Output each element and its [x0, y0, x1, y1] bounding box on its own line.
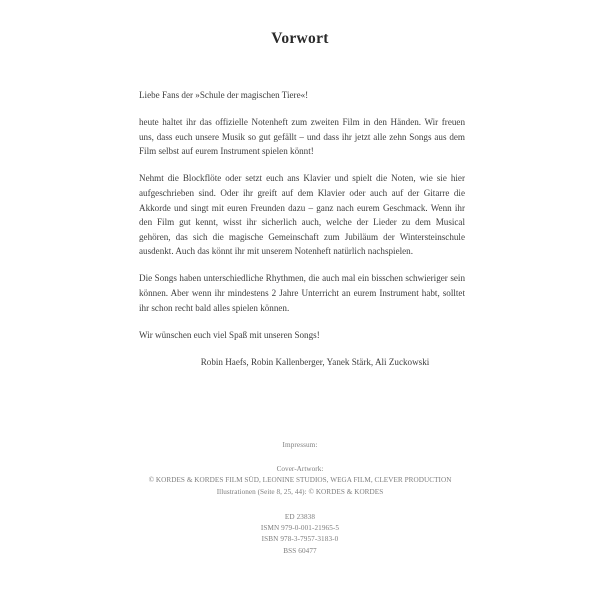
signature-authors: Robin Haefs, Robin Kallenberger, Yanek Stärk, Ali Zuckowski: [200, 357, 430, 368]
imprint-code-ismn: ISMN 979-0-001-21965-5: [260, 524, 340, 533]
imprint-credit-line-3: Illustrationen (Seite 8, 25, 44): © KORDES & KORDES: [216, 487, 384, 496]
closing-line: Wir wünschen euch viel Spaß mit unseren Songs!: [139, 329, 320, 340]
salutation-line: Liebe Fans der »Schule der magischen Tiere«!: [139, 90, 309, 100]
paragraph-1: heute haltet ihr das offizielle Notenheft zum zweiten Film in den Händen. Wir freuen uns, dass euch unsere Musik so gut gefällt – und dass ihr jetzt alle zehn Songs aus dem Film selbst auf eurem Instrument spielen könnt!: [139, 117, 465, 157]
imprint-heading: Impressum:: [282, 441, 318, 449]
imprint-code-ed: ED 23838: [284, 512, 316, 521]
imprint-spacer-1: [0, 451, 600, 464]
imprint-credit-line-1: Cover-Artwork:: [276, 465, 324, 473]
paragraph-3: Die Songs haben unterschiedliche Rhythmen, die auch mal ein bisschen schwieriger sein können. Aber wenn ihr mindestens 2 Jahre Unterricht an eurem Instrument habt, solltet ihr schon recht bald alles spielen können.: [139, 273, 465, 313]
imprint-credit-line-2: © KORDES & KORDES FILM SÜD, LEONINE STUDIOS, WEGA FILM, CLEVER PRODUCTION: [148, 476, 452, 485]
paragraph-2: Nehmt die Blockflöte oder setzt euch ans Klavier und spielt die Noten, wie sie hier aufgeschrieben sind. Oder ihr greift auf dem Klavier oder auch auf der Gitarre die Akkorde und singt mit euren Freunden dazu – ganz nach eurem Geschmack. Wenn ihr den Film gut kennt, wisst ihr sicherlich auch, welche der Lieder zu dem Musical gehören, das sich die magische Gemeinschaft zum Jubiläum der Wintersteinschule ausdenkt. Auch das könnt ihr mit unserem Notenheft natürlich nachspielen.: [139, 173, 465, 257]
imprint-block: [0, 440, 600, 557]
preface-body: [139, 88, 465, 370]
imprint-code-isbn: ISBN 978-3-7957-3183-0: [261, 535, 339, 544]
imprint-code-bss: BSS 60477: [283, 546, 317, 555]
page-title: Vorwort: [271, 30, 329, 47]
imprint-spacer-2: [0, 498, 600, 512]
